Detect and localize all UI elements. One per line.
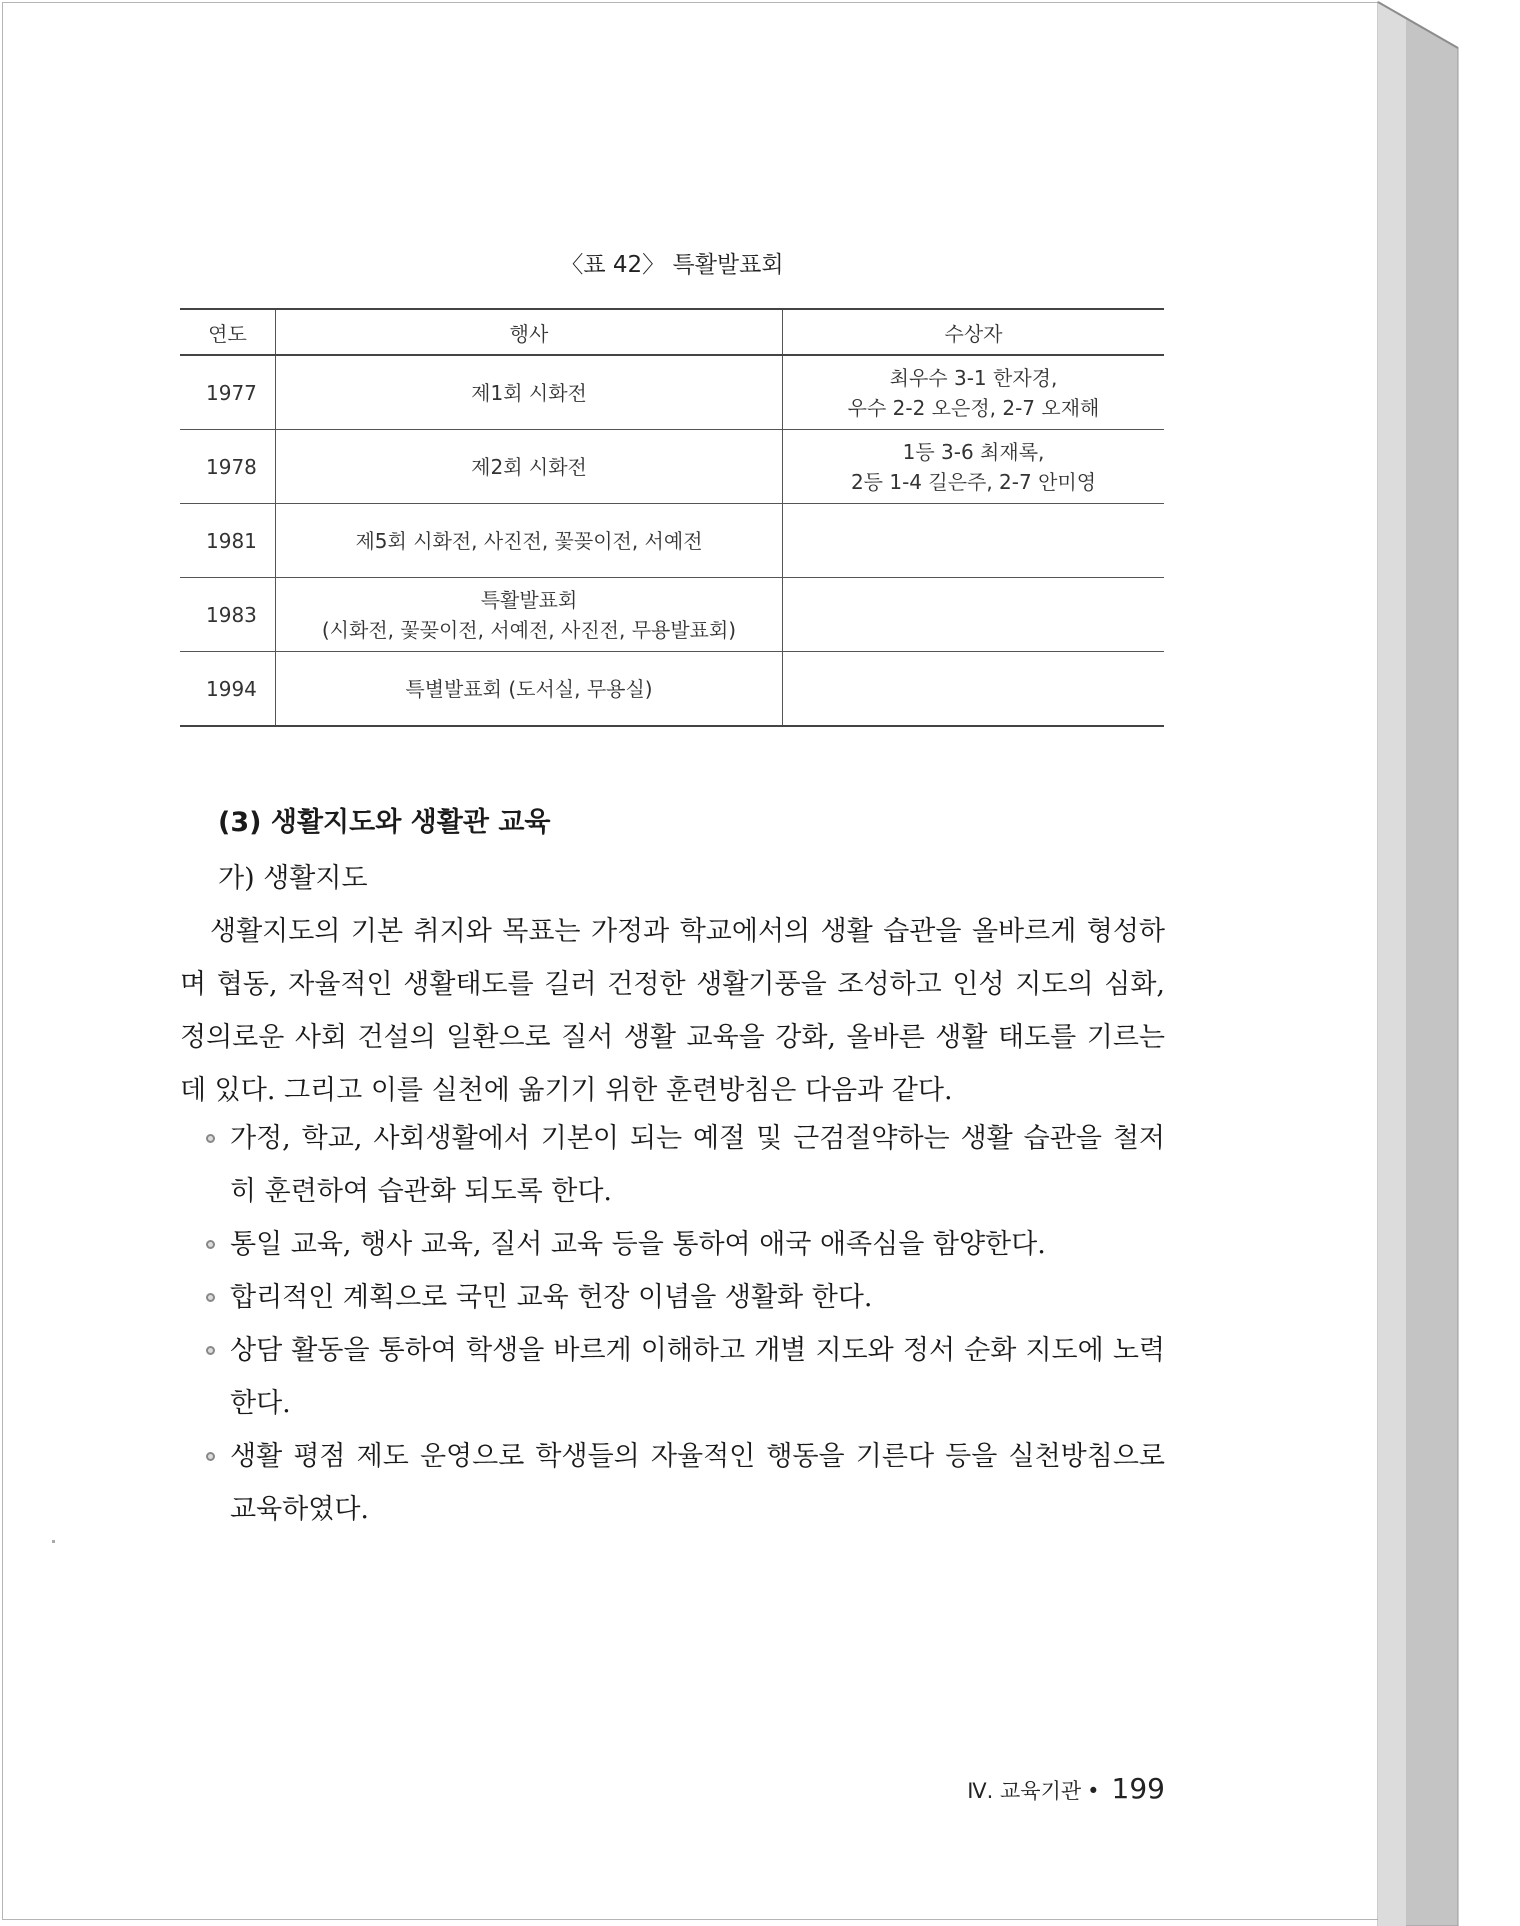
header-awardees: 수상자 <box>783 309 1165 355</box>
cell-year: 1977 <box>180 355 276 430</box>
body-paragraph: 생활지도의 기본 취지와 목표는 가정과 학교에서의 생활 습관을 올바르게 형성하며 협동, 자율적인 생활태도를 길러 건정한 생활기풍을 조성하고 인성 지도의 심화, 정의로운 사회 건설의 일환으로 질서 생활 교육을 강화, 올바른 생활 태도를 기르는데 있다. 그리고 이를 실천에 옮기기 위한 훈련방침은 다음과 같다. <box>180 916 1165 1106</box>
cell-awardees <box>783 578 1165 652</box>
cell-awardees <box>783 652 1165 727</box>
list-item <box>180 1271 1165 1324</box>
cell-event: 제2회 시화전 <box>276 430 783 504</box>
awardees-line: 1등 3-6 최재록, <box>902 439 1045 464</box>
footer-separator: • <box>1087 1779 1100 1803</box>
list-item <box>180 1430 1165 1536</box>
cell-event: 제1회 시화전 <box>276 355 783 430</box>
bullet-icon <box>206 1346 215 1355</box>
header-event: 행사 <box>276 309 783 355</box>
scan-speck <box>52 1540 55 1543</box>
list-item <box>180 1112 1165 1218</box>
table-row <box>180 355 1164 430</box>
events-table <box>180 308 1164 727</box>
table-row <box>180 430 1164 504</box>
section-heading: (3) 생활지도와 생활관 교육 <box>218 807 551 838</box>
cell-event: 특별발표회 (도서실, 무용실) <box>276 652 783 727</box>
table-row <box>180 578 1164 652</box>
list-item-text: 가정, 학교, 사회생활에서 기본이 되는 예절 및 근검절약하는 생활 습관을 철저히 훈련하여 습관화 되도록 한다. <box>230 1123 1165 1207</box>
event-line: (시화전, 꽃꽂이전, 서예전, 사진전, 무용발표회) <box>321 617 737 642</box>
awardees-line: 2등 1-4 길은주, 2-7 안미영 <box>850 469 1097 494</box>
list-item <box>180 1218 1165 1271</box>
guideline-list <box>180 1112 1165 1536</box>
cell-year: 1978 <box>180 430 276 504</box>
list-item-text: 합리적인 계획으로 국민 교육 헌장 이념을 생활화 한다. <box>230 1282 873 1313</box>
cell-awardees <box>783 430 1165 504</box>
cell-year: 1983 <box>180 578 276 652</box>
page-footer <box>900 1772 1165 1805</box>
header-year: 연도 <box>180 309 276 355</box>
cell-awardees <box>783 355 1165 430</box>
awardees-line: 우수 2-2 오은정, 2-7 오재해 <box>847 395 1100 420</box>
list-item-text: 통일 교육, 행사 교육, 질서 교육 등을 통하여 애국 애족심을 함양한다. <box>230 1229 1046 1260</box>
bullet-icon <box>206 1452 215 1461</box>
cell-year: 1994 <box>206 676 257 701</box>
table-row <box>180 504 1164 578</box>
cell-event: 제5회 시화전, 사진전, 꽃꽂이전, 서예전 <box>276 504 783 578</box>
table-caption: 〈표 42〉 특활발표회 <box>560 252 784 278</box>
bullet-icon <box>206 1293 215 1302</box>
event-line: 특활발표회 <box>480 587 578 612</box>
page-number: 199 <box>1111 1772 1165 1805</box>
cell-year: 1981 <box>180 504 276 578</box>
list-item-text: 상담 활동을 통하여 학생을 바르게 이해하고 개별 지도와 정서 순화 지도에 노력한다. <box>230 1335 1165 1419</box>
cell-event <box>276 578 783 652</box>
chapter-label: Ⅳ. 교육기관 <box>967 1779 1082 1803</box>
bullet-icon <box>206 1134 215 1143</box>
list-item-text: 생활 평점 제도 운영으로 학생들의 자율적인 행동을 기른다 등을 실천방침으로 교육하였다. <box>230 1441 1165 1525</box>
section-subheading: 가) 생활지도 <box>218 863 368 894</box>
list-item <box>180 1324 1165 1430</box>
table-header-row <box>180 309 1164 355</box>
table-row <box>180 652 1164 727</box>
cell-awardees <box>783 504 1165 578</box>
bullet-icon <box>206 1240 215 1249</box>
awardees-line: 최우수 3-1 한자경, <box>889 365 1058 390</box>
